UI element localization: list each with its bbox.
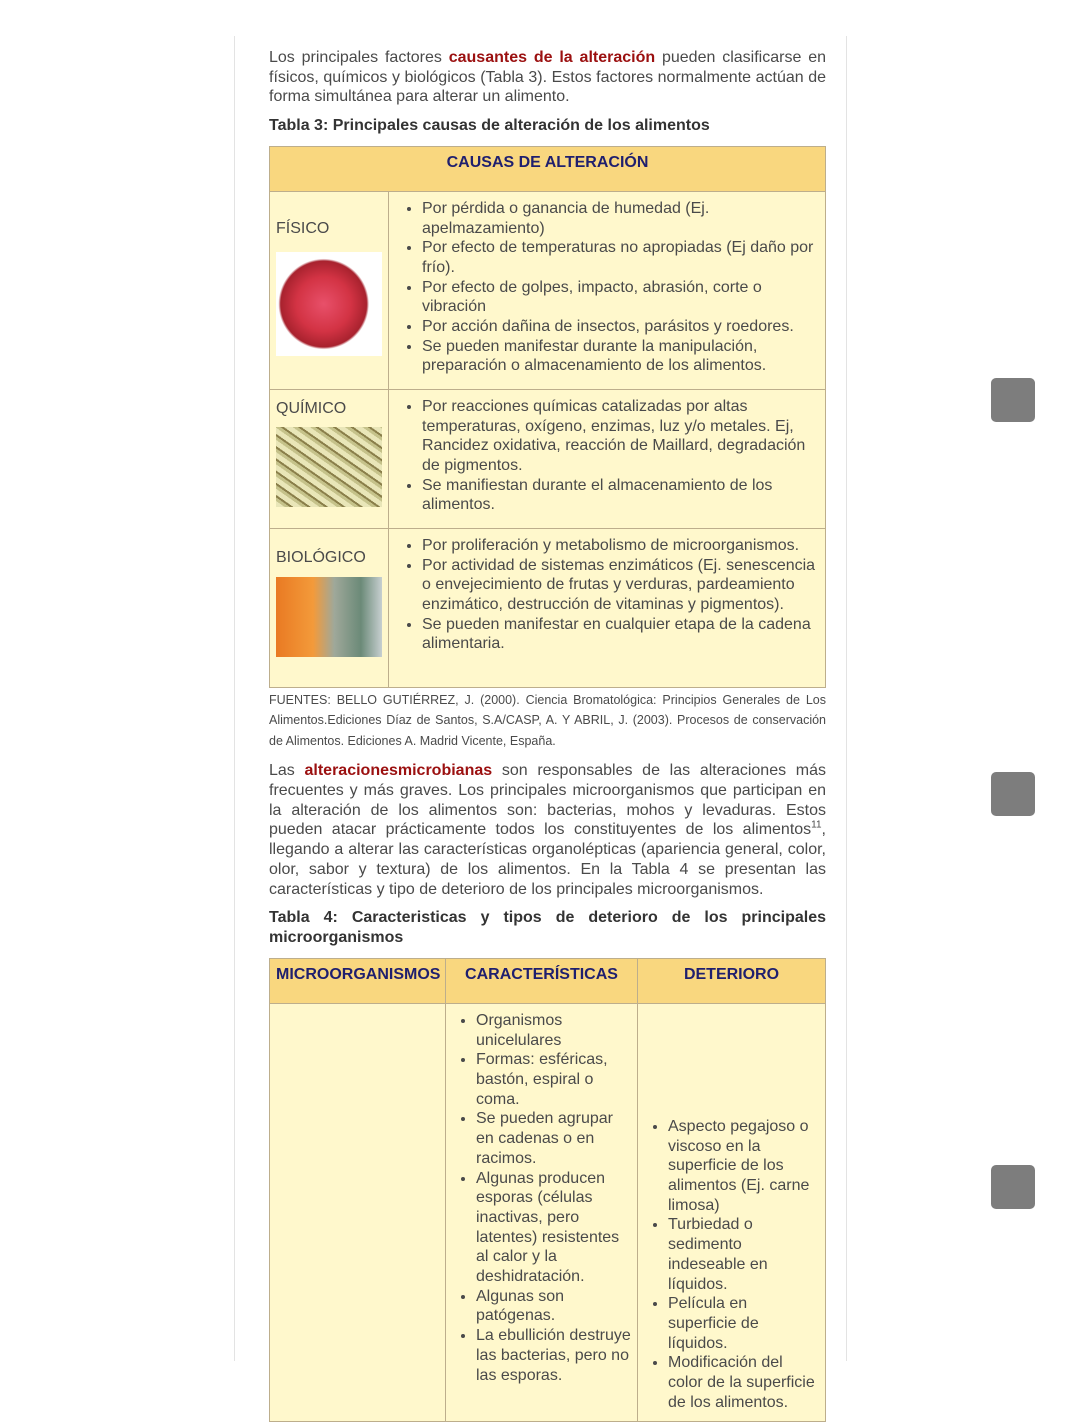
table-row [270, 1003, 826, 1422]
list-item: • Algunas producen esporas (células inactivas, pero latentes) resistentes al calor y la deshidratación. [476, 1169, 632, 1287]
list-item: • Por efecto de temperaturas no apropiadas (Ej daño por frío). [422, 238, 820, 277]
table-row [270, 191, 826, 389]
header-deterioration: DETERIORO [638, 959, 826, 1004]
list-item: , llegando a alterar las características organolépticas (apariencia general, color, olor, sabor y textura) de los alimentos. En la Tabla 4 se presentan las características y tipo de deterioro de los principales microorganismos. [269, 821, 826, 898]
table4 [269, 958, 826, 1422]
table4-caption: Tabla 4: Caracteristicas y tipos de deterioro de los principales microorganismos [269, 909, 826, 947]
list-item: • Por acción dañina de insectos, parásitos y roedores. [422, 317, 820, 337]
header-characteristics: CARACTERÍSTICAS [446, 959, 638, 1004]
side-button-2[interactable] [991, 772, 1035, 816]
list-item: • Turbiedad o sedimento indeseable en líquidos. [668, 1215, 820, 1294]
row-label: FÍSICO [276, 219, 330, 237]
list-item: • Se pueden manifestar en cualquier etapa de la cadena alimentaria. [422, 615, 820, 654]
table3-header: CAUSAS DE ALTERACIÓN [270, 147, 826, 192]
list-item: • Aspecto pegajoso o viscoso en la superficie de los alimentos (Ej. carne limosa) [668, 1117, 820, 1216]
list-item: • Por proliferación y metabolismo de microorganismos. [422, 536, 820, 556]
list-item: • Por reacciones químicas catalizadas por altas temperaturas, oxígeno, enzimas, luz y/o metales. Ej, Rancidez oxidativa, reacción de Maillard, degradación de pigmentos. [422, 397, 820, 476]
row-label: QUÍMICO [276, 399, 347, 417]
list-item: • Por efecto de golpes, impacto, abrasión, corte o vibración [422, 278, 820, 317]
microbial-paragraph [269, 761, 826, 899]
side-button-1[interactable] [991, 378, 1035, 422]
list-item: • Por pérdida o ganancia de humedad (Ej. apelmazamiento) [422, 199, 820, 238]
list-item: alteracionesmicrobianas [304, 762, 493, 780]
page-border-right [846, 36, 847, 1361]
table3-caption: Tabla 3: Principales causas de alteración de los alimentos [269, 117, 710, 135]
page-border-left [234, 36, 235, 1361]
list-item: • La ebullición destruye las bacterias, pero no las esporas. [476, 1326, 632, 1385]
rotten-apple-image [276, 252, 382, 356]
cabbage-image [276, 427, 382, 507]
table-row [270, 389, 826, 528]
list-item: • Se manifiestan durante el almacenamiento de los alimentos. [422, 476, 820, 515]
list-item: • Película en superficie de líquidos. [668, 1294, 820, 1353]
list-item: Las [269, 762, 305, 780]
list-item: son responsables de las alteraciones más frecuentes y más graves. Los principales microorganismos que participan en la alteración de los alimentos son: bacterias, mohos y levaduras. Estos pueden atacar prácticamente todos los constituyentes de los alimentos [269, 762, 827, 839]
list-item: • Algunas son patógenas. [476, 1287, 632, 1326]
list-item: pueden clasificarse en físicos, químicos y biológicos (Tabla 3). Estos factores normalmente actúan de forma simultánea para alterar un alimento. [269, 49, 827, 106]
table3 [269, 146, 826, 688]
table3-sources: FUENTES: BELLO GUTIÉRREZ, J. (2000). Ciencia Bromatológica: Principios Generales de Los Alimentos.Ediciones Díaz de Santos, S.A/CASP, A. Y ABRIL, J. (2003). Procesos de conservación de Alimentos. Ediciones A. Madrid Vicente, España. [269, 692, 826, 748]
side-button-3[interactable] [991, 1165, 1035, 1209]
list-item: • Se pueden manifestar durante la manipulación, preparación o almacenamiento de los alimentos. [422, 337, 820, 376]
list-item: causantes de la alteración [448, 49, 656, 66]
list-item: • Organismos unicelulares [476, 1011, 632, 1050]
list-item: 11 [811, 820, 822, 832]
list-item: • Modificación del color de la superficie de los alimentos. [668, 1353, 820, 1412]
list-item: • Se pueden agrupar en cadenas o en racimos. [476, 1109, 632, 1168]
document-content [269, 48, 827, 1411]
list-item: • Por actividad de sistemas enzimáticos (Ej. senescencia o envejecimiento de frutas y verduras, pardeamiento enzimático, destrucción de vitaminas y pigmentos). [422, 556, 820, 615]
list-item: Los principales factores [269, 49, 449, 66]
moldy-orange-image [276, 577, 382, 657]
table-row [270, 528, 826, 687]
row-label: BIOLÓGICO [276, 548, 366, 566]
header-microorganisms: MICROORGANISMOS [270, 959, 446, 1004]
list-item: • Formas: esféricas, bastón, espiral o coma. [476, 1050, 632, 1109]
intro-paragraph [269, 48, 826, 107]
